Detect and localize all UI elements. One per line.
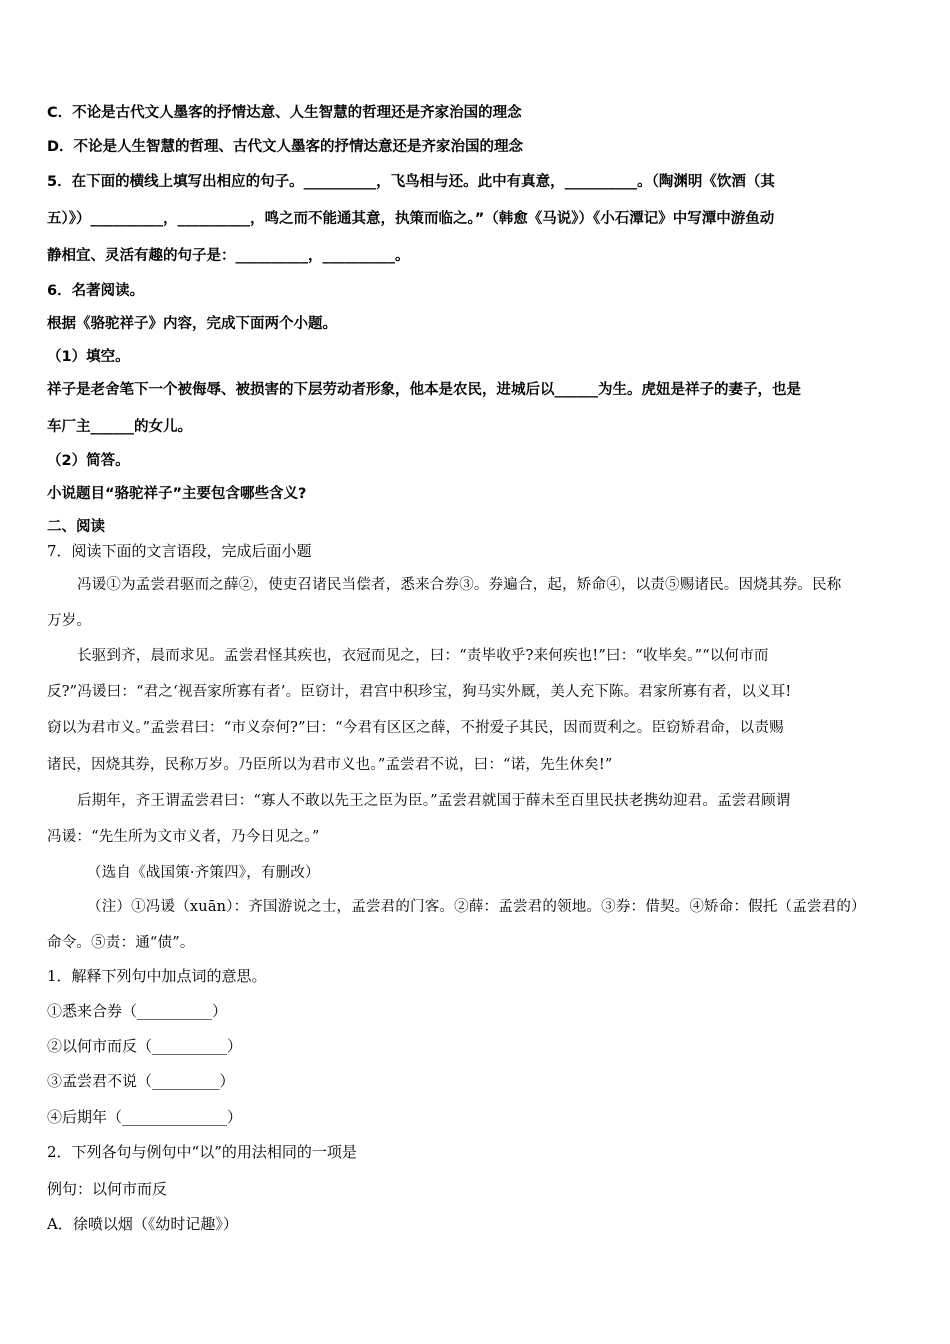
subquestion-2-text: 小说题目“骆驼祥子”主要包含哪些含义? [47, 486, 307, 502]
passage-para-1-line-2: 万岁。 [47, 613, 92, 629]
question-5-line-3: 静相宜、灵活有趣的句子是：__________，__________。 [47, 248, 410, 264]
question-7-1-item-2: ②以何市而反（__________） [47, 1037, 243, 1055]
question-6-title: 6．名著阅读。 [47, 283, 145, 299]
passage-para-3-line-2: 冯谖：“先生所为文市义者，乃今日见之。” [47, 829, 320, 845]
question-7-2-title: 2．下列各句与例句中“以”的用法相同的一项是 [47, 1143, 357, 1161]
subquestion-2-label: （2）简答。 [47, 453, 130, 469]
passage-para-1-line-1: 冯谖①为孟尝君驱而之薛②，使吏召诸民当偿者，悉来合券③。券遍合，起，矫命④，以责⑤赐诸民。因烧其券。民称 [77, 577, 842, 593]
question-7-title: 7．阅读下面的文言语段，完成后面小题 [47, 542, 312, 560]
passage-para-2-line-1: 长驱到齐，晨而求见。孟尝君怪其疾也，衣冠而见之，曰：“责毕收乎?来何疾也!”曰：“收毕矣。”“以何市而 [77, 648, 769, 664]
subquestion-1-line-2: 车厂主______的女儿。 [47, 419, 192, 435]
question-7-1-item-3: ③孟尝君不说（_________） [47, 1072, 235, 1090]
option-d: D．不论是人生智慧的哲理、古代文人墨客的抒情达意还是齐家治国的理念 [47, 139, 524, 155]
question-7-2-option-a: A．徐喷以烟（《幼时记趣》） [47, 1215, 238, 1233]
passage-source: （选自《战国策·齐策四》，有删改） [87, 865, 320, 881]
question-6-instruction: 根据《骆驼祥子》内容，完成下面两个小题。 [47, 316, 337, 332]
question-5-line-2: 五）》）__________，__________，鸣之而不能通其意，执策而临之。”（韩愈《马说》）《小石潭记》中写潭中游鱼动 [47, 211, 775, 227]
question-5-line-1: 5．在下面的横线上填写出相应的句子。__________，飞鸟相与还。此中有真意，__________。（陶渊明《饮酒（其 [47, 174, 775, 190]
passage-para-2-line-3: 窃以为君市义。”孟尝君曰：“市义奈何?”曰：“今君有区区之薛，不拊爱子其民，因而贾利之。臣窃矫君命，以责赐 [47, 720, 784, 736]
subquestion-1-line-1: 祥子是老舍笔下一个被侮辱、被损害的下层劳动者形象，他本是农民，进城后以______为生。虎妞是祥子的妻子，也是 [47, 382, 801, 398]
question-7-2-example: 例句：以何市而反 [47, 1180, 168, 1198]
subquestion-1-label: （1）填空。 [47, 349, 130, 365]
passage-para-2-line-4: 诸民，因烧其券，民称万岁。乃臣所以为君市义也。”孟尝君不说，曰：“诺，先生休矣!” [47, 757, 613, 773]
passage-notes-line-2: 命令。⑤责：通“债”。 [47, 935, 195, 951]
passage-para-3-line-1: 后期年，齐王谓孟尝君曰：“寡人不敢以先王之臣为臣。”孟尝君就国于薛未至百里民扶老携幼迎君。孟尝君顾谓 [77, 793, 791, 809]
option-c: C．不论是古代文人墨客的抒情达意、人生智慧的哲理还是齐家治国的理念 [47, 105, 522, 121]
passage-para-2-line-2: 反?”冯谖曰：“君之‘视吾家所寡有者’。臣窃计，君宫中积珍宝，狗马实外厩，美人充下陈。君家所寡有者，以义耳! [47, 684, 792, 700]
question-7-1-item-1: ①悉来合券（__________） [47, 1002, 228, 1020]
passage-notes-line-1: （注）①冯谖（xuān）：齐国游说之士，孟尝君的门客。②薛：孟尝君的领地。③券：借契。④矫命：假托（孟尝君的） [87, 899, 866, 915]
question-7-1-item-4: ④后期年（______________） [47, 1108, 243, 1126]
section-heading-reading: 二、阅读 [47, 519, 105, 535]
question-7-1-title: 1．解释下列句中加点词的意思。 [47, 967, 267, 985]
